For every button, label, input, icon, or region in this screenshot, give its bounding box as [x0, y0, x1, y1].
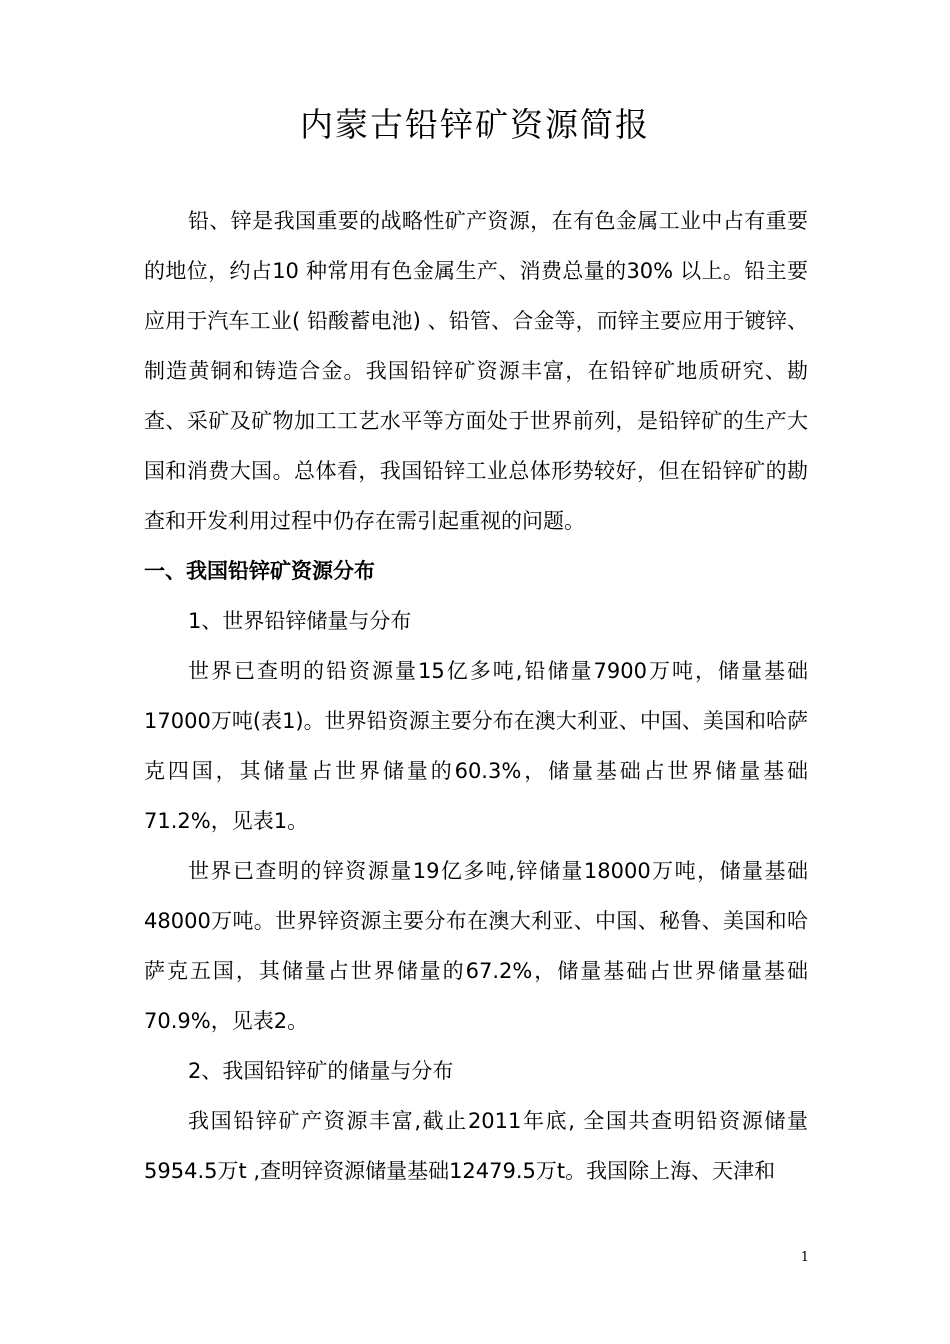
document-title: 内蒙古铅锌矿资源简报	[300, 105, 650, 144]
paragraph-lead-reserves: 世界已查明的铅资源量15亿多吨,铅储量7900万吨，储量基础17000万吨(表1)。世界铅资源主要分布在澳大利亚、中国、美国和哈萨克四国，其储量占世界储量的60.3%，储量基础占世界储量基础71.2%，见表1。	[144, 659, 808, 833]
subsection-heading-1: 1、世界铅锌储量与分布	[188, 609, 412, 633]
subsection-heading-2: 2、我国铅锌矿的储量与分布	[188, 1059, 454, 1083]
paragraph-zinc-reserves: 世界已查明的锌资源量19亿多吨,锌储量18000万吨，储量基础48000万吨。世界锌资源主要分布在澳大利亚、中国、秘鲁、美国和哈萨克五国，其储量占世界储量的67.2%，储量基础占世界储量基础70.9%，见表2。	[144, 859, 808, 1033]
page-number: 1	[800, 1250, 809, 1265]
intro-paragraph: 铅、锌是我国重要的战略性矿产资源，在有色金属工业中占有重要的地位，约占10 种常用有色金属生产、消费总量的30% 以上。铅主要应用于汽车工业( 铅酸蓄电池) 、铅管、合金等，而锌主要应用于镀锌、制造黄铜和铸造合金。我国铅锌矿资源丰富，在铅锌矿地质研究、勘查、采矿及矿物加工工艺水平等方面处于世界前列，是铅锌矿的生产大国和消费大国。总体看，我国铅锌工业总体形势较好，但在铅锌矿的勘查和开发利用过程中仍存在需引起重视的问题。	[144, 209, 808, 533]
paragraph-china-reserves: 我国铅锌矿产资源丰富,截止2011年底, 全国共查明铅资源储量5954.5万t ,查明锌资源储量基础12479.5万t。我国除上海、天津和	[144, 1109, 808, 1183]
section-heading-1: 一、我国铅锌矿资源分布	[144, 559, 375, 583]
document-body	[144, 196, 808, 1196]
